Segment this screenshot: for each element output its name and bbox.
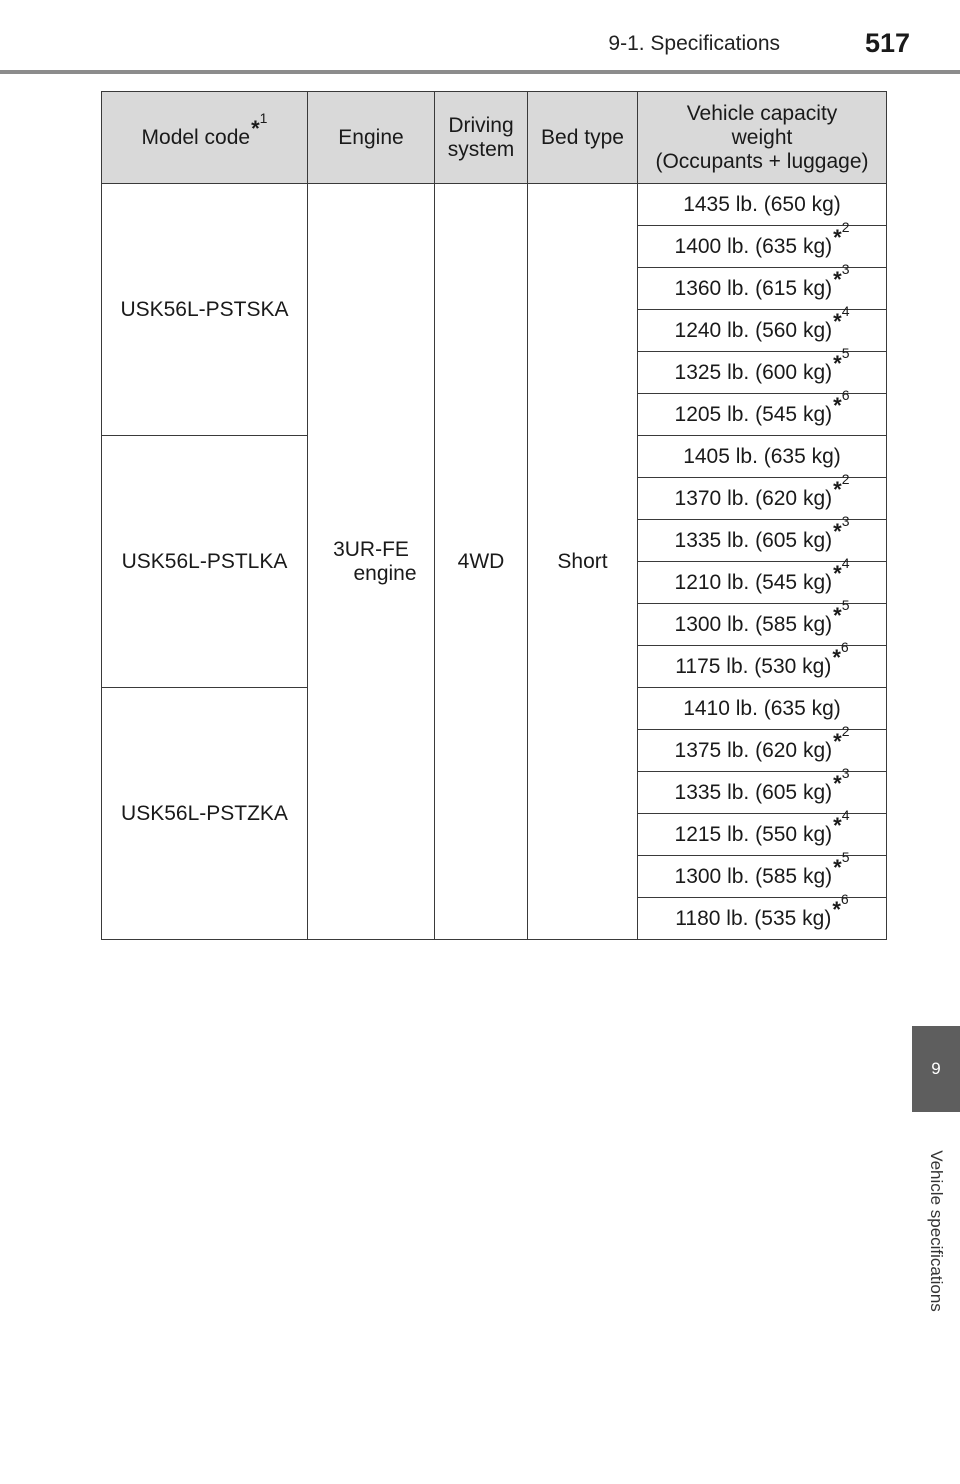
- capacity-value: 1400 lb. (635 kg): [674, 234, 833, 258]
- capacity-value: 1325 lb. (600 kg): [674, 360, 833, 384]
- footnote-asterisk-icon: *$^3$: [833, 260, 850, 292]
- footnote-number: 3: [841, 764, 850, 781]
- page-number: 517: [864, 28, 910, 58]
- chapter-title-vertical: [912, 1118, 960, 1344]
- header-model-code: Model code*$^1$: [102, 92, 308, 184]
- footnote-number: 5: [841, 344, 850, 361]
- capacity-value: 1215 lb. (550 kg): [674, 822, 833, 846]
- footnote-asterisk-icon: *$^5$: [833, 344, 850, 376]
- capacity-value: 1335 lb. (605 kg): [674, 780, 833, 804]
- footnote-number: 6: [841, 386, 850, 403]
- footnote-number: 4: [841, 554, 850, 571]
- footnote-asterisk-icon: *$^3$: [833, 764, 850, 796]
- capacity-weight-table: [101, 91, 887, 940]
- footnote-number: 3: [841, 260, 850, 277]
- footnote-number: 4: [841, 806, 850, 823]
- capacity-value: 1175 lb. (530 kg): [675, 654, 832, 678]
- footnote-asterisk-icon: *$^6$: [833, 386, 850, 418]
- footnote-number: 3: [841, 512, 850, 529]
- driving-system-cell: 4WD: [435, 184, 528, 940]
- capacity-value: 1240 lb. (560 kg): [674, 318, 833, 342]
- footnote-number: 2: [841, 722, 850, 739]
- model-code-cell: USK56L-PSTSKA: [102, 184, 308, 436]
- table-row: [102, 184, 887, 226]
- model-code-cell: USK56L-PSTZKA: [102, 688, 308, 940]
- footnote-asterisk-icon: *$^4$: [833, 302, 850, 334]
- footnote-number: 6: [840, 890, 849, 907]
- engine-cell: [308, 184, 435, 940]
- chapter-title: Vehicle specifications: [927, 1150, 946, 1312]
- footnote-number: 2: [841, 470, 850, 487]
- capacity-cell: [638, 596, 887, 646]
- header-engine: Engine: [308, 92, 435, 184]
- header-driving-system: Driving system: [435, 92, 528, 184]
- capacity-cell: [638, 638, 887, 688]
- table-body: [102, 184, 887, 940]
- footnote-asterisk-icon: *$^1$: [251, 109, 268, 141]
- table-header-row: [102, 92, 887, 184]
- capacity-cell: [638, 848, 887, 898]
- capacity-value: 1410 lb. (635 kg): [683, 696, 841, 720]
- footnote-number: 5: [841, 848, 850, 865]
- footnote-asterisk-icon: *$^3$: [833, 512, 850, 544]
- footnote-asterisk-icon: *$^2$: [833, 470, 850, 502]
- section-title: 9-1. Specifications: [608, 32, 780, 55]
- header-bed-type: Bed type: [528, 92, 638, 184]
- capacity-value: 1205 lb. (545 kg): [674, 402, 833, 426]
- capacity-value: 1300 lb. (585 kg): [674, 864, 833, 888]
- footnote-asterisk-icon: *$^2$: [833, 722, 850, 754]
- chapter-tab[interactable]: [912, 1026, 960, 1112]
- capacity-value: 1375 lb. (620 kg): [674, 738, 833, 762]
- footnote-asterisk-icon: *$^4$: [833, 554, 850, 586]
- capacity-value: 1300 lb. (585 kg): [674, 612, 833, 636]
- engine-line-1: 3UR-FE: [333, 537, 409, 561]
- footnote-asterisk-icon: *$^6$: [832, 638, 849, 670]
- footnote-number: 4: [841, 302, 850, 319]
- footnote-number: 2: [841, 218, 850, 235]
- header-vehicle-capacity-weight: Vehicle capacity weight (Occupants + luggage): [638, 92, 887, 184]
- capacity-value: 1360 lb. (615 kg): [674, 276, 833, 300]
- capacity-value: 1210 lb. (545 kg): [674, 570, 833, 594]
- chapter-number: 9: [931, 1059, 941, 1078]
- engine-line-2: engine: [353, 561, 417, 585]
- capacity-value: 1180 lb. (535 kg): [675, 906, 832, 930]
- footnote-asterisk-icon: *$^5$: [833, 848, 850, 880]
- capacity-value: 1370 lb. (620 kg): [674, 486, 833, 510]
- capacity-value: 1335 lb. (605 kg): [674, 528, 833, 552]
- footnote-asterisk-icon: *$^2$: [833, 218, 850, 250]
- footnote-number: 6: [840, 638, 849, 655]
- footnote-asterisk-icon: *$^6$: [832, 890, 849, 922]
- capacity-cell: [638, 890, 887, 940]
- capacity-cell: [638, 386, 887, 436]
- footnote-asterisk-icon: *$^4$: [833, 806, 850, 838]
- capacity-value: 1435 lb. (650 kg): [683, 192, 841, 216]
- header-divider: [0, 70, 960, 74]
- footnote-number: 5: [841, 596, 850, 613]
- capacity-value: 1405 lb. (635 kg): [683, 444, 841, 468]
- model-code-cell: USK56L-PSTLKA: [102, 436, 308, 688]
- footnote-asterisk-icon: *$^5$: [833, 596, 850, 628]
- bed-type-cell: Short: [528, 184, 638, 940]
